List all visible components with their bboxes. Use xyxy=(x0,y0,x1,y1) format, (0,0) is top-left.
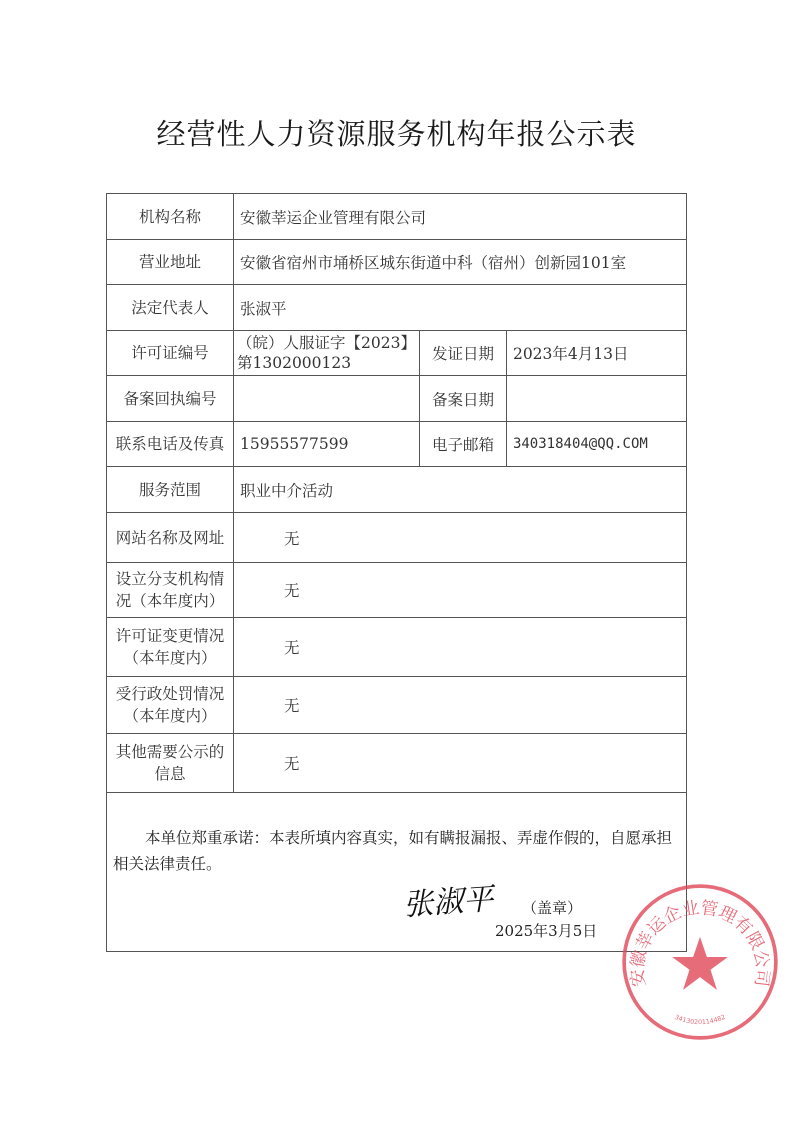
table-row xyxy=(107,563,687,618)
record-no-label: 备案回执编号 xyxy=(107,376,234,422)
branch-label-line2: 况（本年度内） xyxy=(115,592,225,610)
license-change-label-line1: 许可证变更情况 xyxy=(115,627,225,645)
penalty-label xyxy=(107,677,234,734)
sign-date: 2025年3月5日 xyxy=(495,922,598,940)
signature: 张淑平 xyxy=(402,881,495,924)
table-row xyxy=(107,513,687,563)
record-no-value xyxy=(234,376,420,422)
table-row xyxy=(107,422,687,467)
page-title: 经营性人力资源服务机构年报公示表 xyxy=(156,117,637,151)
license-change-value: 无 xyxy=(234,618,687,677)
penalty-label-line1: 受行政处罚情况 xyxy=(115,685,225,703)
table-row xyxy=(107,734,687,793)
branch-value: 无 xyxy=(234,563,687,618)
address-label: 营业地址 xyxy=(107,240,234,285)
branch-label xyxy=(107,563,234,618)
other-label-line2: 信息 xyxy=(154,765,186,783)
scope-label: 服务范围 xyxy=(107,467,234,513)
email-label: 电子邮箱 xyxy=(419,422,506,467)
table-row xyxy=(107,467,687,513)
penalty-label-line2: （本年度内） xyxy=(123,707,217,725)
address-value: 安徽省宿州市埇桥区城东街道中科（宿州）创新园101室 xyxy=(234,240,687,285)
table-row xyxy=(107,376,687,422)
report-table xyxy=(106,193,687,793)
phone-label: 联系电话及传真 xyxy=(107,422,234,467)
promise-box xyxy=(106,787,687,952)
other-value: 无 xyxy=(234,734,687,793)
table-row xyxy=(107,194,687,240)
legal-rep-value: 张淑平 xyxy=(234,285,687,331)
legal-rep-label: 法定代表人 xyxy=(107,285,234,331)
branch-label-line1: 设立分支机构情 xyxy=(115,570,225,588)
stamp-label: （盖章） xyxy=(522,899,583,917)
table-row xyxy=(107,285,687,331)
org-name-value: 安徽莘运企业管理有限公司 xyxy=(234,194,687,240)
table-row xyxy=(107,240,687,285)
record-date-value xyxy=(506,376,686,422)
org-name-label: 机构名称 xyxy=(107,194,234,240)
table-row xyxy=(107,331,687,376)
phone-value: 15955577599 xyxy=(234,422,420,467)
license-no-value xyxy=(234,331,420,376)
other-label-line1: 其他需要公示的 xyxy=(115,743,225,761)
table-row xyxy=(107,618,687,677)
issue-date-label: 发证日期 xyxy=(419,331,506,376)
license-change-label xyxy=(107,618,234,677)
email-value: 340318404@QQ.COM xyxy=(506,422,686,467)
promise-text: 本单位郑重承诺：本表所填内容真实，如有瞒报漏报、弄虚作假的，自愿承担相关法律责任。 xyxy=(113,829,673,873)
other-label xyxy=(107,734,234,793)
record-date-label: 备案日期 xyxy=(419,376,506,422)
license-no-label: 许可证编号 xyxy=(107,331,234,376)
seal-code: 3413020114482 xyxy=(673,1012,727,1027)
license-change-label-line2: （本年度内） xyxy=(123,649,217,667)
website-value: 无 xyxy=(234,513,687,563)
table-row xyxy=(107,677,687,734)
license-no-line1: （皖）人服证字【2023】 xyxy=(237,334,416,352)
website-label: 网站名称及网址 xyxy=(107,513,234,563)
issue-date-value: 2023年4月13日 xyxy=(506,331,686,376)
penalty-value: 无 xyxy=(234,677,687,734)
seal-text: 安徽莘运企业管理有限公司 xyxy=(627,898,773,988)
scope-value: 职业中介活动 xyxy=(234,467,687,513)
license-no-line2: 第1302000123 xyxy=(237,354,352,372)
